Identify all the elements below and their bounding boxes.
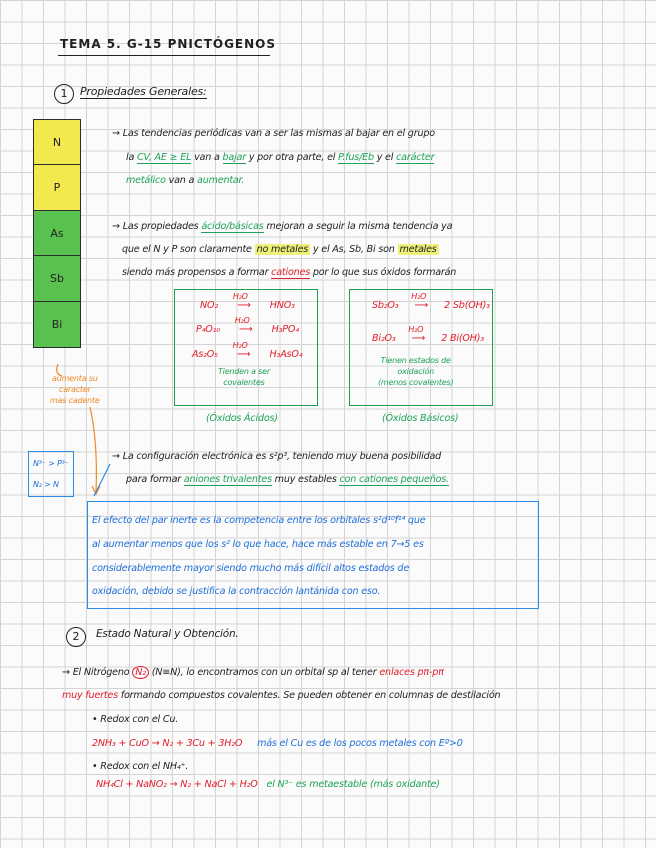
text-run: la xyxy=(126,152,137,163)
ionic-labels-box xyxy=(28,451,74,497)
marker-term: no metales xyxy=(256,244,309,255)
reaction-row xyxy=(200,292,295,311)
text-run: mejoran a seguir la misma tendencia ya xyxy=(263,221,453,232)
element-column xyxy=(33,120,81,348)
arrow-label: H₂O xyxy=(232,292,248,301)
equation-note: más el Cu es de los pocos metales con Eº>0 xyxy=(257,738,463,749)
product: H₃PO₄ xyxy=(271,324,299,335)
reaction-row xyxy=(196,316,299,335)
inert-pair-line: oxidación, debido se justifica la contracción lantánida con eso. xyxy=(92,586,381,597)
highlight-term: bajar xyxy=(222,152,246,163)
highlight-term: carácter xyxy=(396,152,435,163)
product: 2 Sb(OH)₃ xyxy=(444,300,490,311)
section2-equation xyxy=(92,738,463,749)
equation-note: el N³⁻ es metaestable (más oxidante) xyxy=(266,779,440,790)
highlight-term: P.fus/Eb xyxy=(338,152,374,163)
note-line: (menos covalentes) xyxy=(378,378,454,387)
text-run: formando compuestos covalentes. Se pueden obtener en columnas de destilación xyxy=(117,690,501,701)
text-run: (N≡N), lo encontramos con un orbital sp al tener xyxy=(148,667,380,678)
element-cell: As xyxy=(33,210,81,257)
inert-pair-line: considerablemente mayor siendo mucho más difícil altos estados de xyxy=(92,563,410,574)
highlight-term: aumentar. xyxy=(197,175,245,186)
reactant: P₄O₁₀ xyxy=(196,324,220,335)
acid-note xyxy=(218,366,270,388)
text-run: y el As, Sb, Bi son xyxy=(310,244,398,255)
highlight-term: aniones trivalentes xyxy=(183,474,272,485)
text-run: → Las propiedades xyxy=(112,221,202,232)
reaction-arrow: H₂O ⟶ xyxy=(411,292,429,311)
text-run: muy estables xyxy=(271,474,340,485)
ionic-label: N³⁻ > P³⁻ xyxy=(33,459,69,468)
highlight-term: cationes xyxy=(271,267,311,278)
reactant: Sb₂O₃ xyxy=(372,300,399,311)
highlight-term: con cationes pequeños. xyxy=(339,474,449,485)
element-cell: Bi xyxy=(33,301,81,348)
reactant: NO₂ xyxy=(200,300,218,311)
para1-line3 xyxy=(126,175,244,186)
highlight-term: ácido/básicas xyxy=(201,221,264,232)
para2-line2 xyxy=(122,244,439,255)
text-run: y el xyxy=(373,152,397,163)
section-heading-2: Estado Natural y Obtención. xyxy=(96,628,239,640)
reaction-row xyxy=(372,292,490,311)
reaction-row xyxy=(372,325,484,344)
product: 2 Bi(OH)₃ xyxy=(441,333,484,344)
element-cell: N xyxy=(33,119,81,166)
reaction-arrow: H₂O ⟶ xyxy=(408,325,426,344)
para3-line2 xyxy=(126,474,449,485)
reaction-arrow: H₂O ⟶ xyxy=(234,316,253,335)
ionic-label: N₂ > N xyxy=(33,480,59,489)
para2-line3 xyxy=(122,267,456,278)
section2-bullet: • Redox con el Cu. xyxy=(92,714,179,725)
note-line: Tienen estados de xyxy=(380,356,451,365)
reaction-row xyxy=(192,341,303,360)
section2-line2 xyxy=(62,690,500,701)
highlight-term: muy fuertes xyxy=(62,690,118,701)
reactant: Bi₂O₃ xyxy=(372,333,396,344)
section2-line1 xyxy=(62,667,444,678)
product: HNO₃ xyxy=(269,300,295,311)
highlight-term: CV, AE ≥ EL xyxy=(137,152,192,163)
reactant: As₂O₅ xyxy=(192,349,218,360)
reaction-arrow: H₂O ⟶ xyxy=(232,341,251,360)
highlight-term: enlaces pπ-pπ xyxy=(379,667,444,678)
note-line: covalentes xyxy=(223,378,265,387)
text-run: que el N y P son claramente xyxy=(122,244,255,255)
basic-note xyxy=(378,355,453,388)
basic-caption: (Óxidos Básicos) xyxy=(382,413,459,424)
highlight-term: metálico xyxy=(126,175,166,186)
para1-line1: → Las tendencias periódicas van a ser las mismas al bajar en el grupo xyxy=(112,128,435,139)
text-run: van a xyxy=(191,152,223,163)
para2-line1 xyxy=(112,221,452,232)
section2-bullet: • Redox con el NH₄⁺. xyxy=(92,761,189,772)
side-note-line: mas cadente xyxy=(50,396,100,405)
chemical-equation: 2NH₃ + CuO → N₂ + 3Cu + 3H₂O xyxy=(92,738,243,749)
page-title: TEMA 5. G-15 PNICTÓGENOS xyxy=(60,37,277,51)
inert-pair-line: El efecto del par inerte es la competencia entre los orbitales s²d¹⁰f¹⁴ que xyxy=(92,515,426,526)
text-run: y por otra parte, el xyxy=(245,152,339,163)
section2-equation xyxy=(96,779,440,790)
text-run: para formar xyxy=(126,474,184,485)
acid-caption: (Óxidos Ácidos) xyxy=(206,413,278,424)
arrow-label: H₂O xyxy=(232,341,248,350)
title-underline xyxy=(58,55,270,56)
text-run: siendo más propensos a formar xyxy=(122,267,272,278)
section-number-2: 2 xyxy=(66,627,86,647)
chemical-equation: NH₄Cl + NaNO₂ → N₂ + NaCl + H₂O xyxy=(96,779,258,790)
side-note-line: aumenta su xyxy=(52,374,98,383)
marker-term: metales xyxy=(399,244,437,255)
circled-term: N₂ xyxy=(132,666,149,679)
para3-line1: → La configuración electrónica es s²p³, teniendo muy buena posibilidad xyxy=(112,451,442,462)
text-run: → El Nitrógeno xyxy=(62,667,133,678)
reaction-arrow: H₂O ⟶ xyxy=(232,292,251,311)
section-heading-1: Propiedades Generales: xyxy=(80,85,207,98)
para3-connector xyxy=(90,460,112,500)
element-cell: P xyxy=(33,164,81,211)
arrow-label: H₂O xyxy=(234,316,250,325)
element-cell: Sb xyxy=(33,255,81,302)
text-run: por lo que sus óxidos formarán xyxy=(310,267,457,278)
para1-line2 xyxy=(126,152,434,163)
section-number-1: 1 xyxy=(54,84,74,104)
note-line: oxidación xyxy=(397,367,435,376)
note-line: Tienden a ser xyxy=(218,367,270,376)
text-run: van a xyxy=(165,175,198,186)
product: H₃AsO₄ xyxy=(269,349,303,360)
side-note-line: caracter xyxy=(59,385,91,394)
inert-pair-line: al aumentar menos que los s² lo que hace, hace más estable en 7→5 es xyxy=(92,539,424,550)
arrow-label: H₂O xyxy=(408,325,424,334)
arrow-label: H₂O xyxy=(411,292,427,301)
